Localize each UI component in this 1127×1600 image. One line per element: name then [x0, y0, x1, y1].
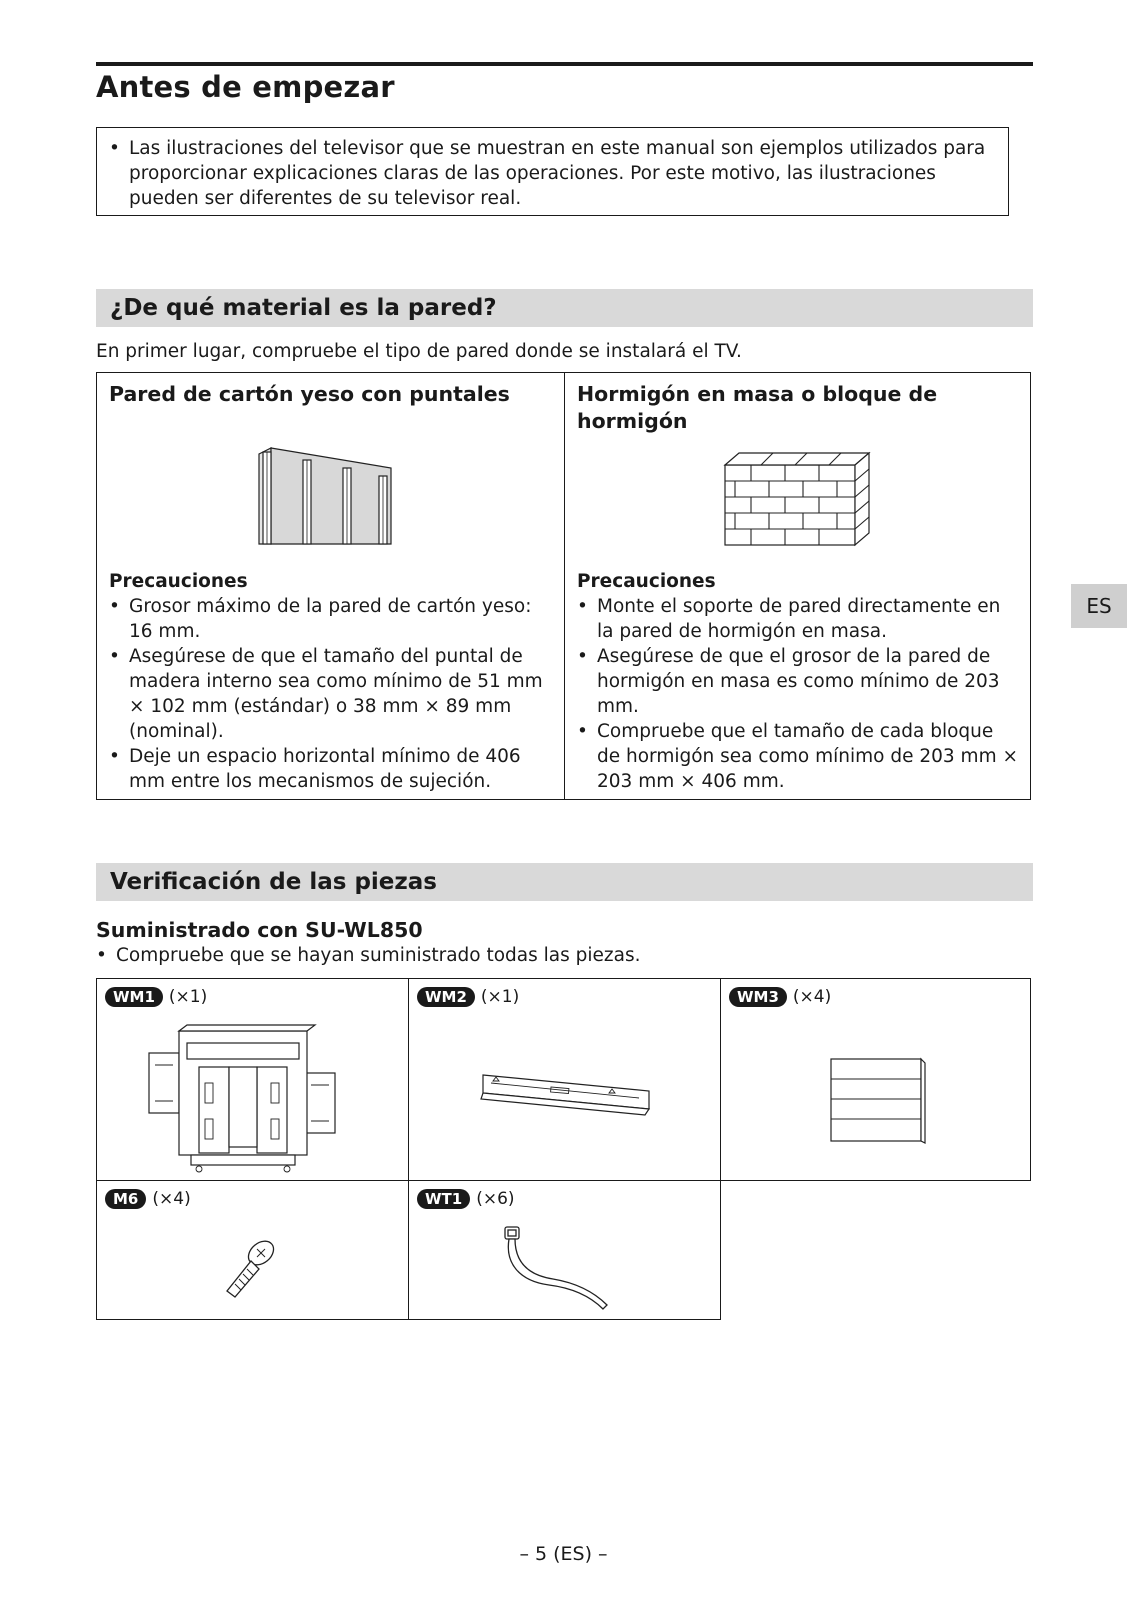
section-heading-parts: Verificación de las piezas: [96, 863, 1033, 901]
spacer-plate-icon: [829, 1055, 929, 1145]
wall-bracket-icon: [147, 1023, 337, 1173]
page-number: – 5 (ES) –: [519, 1543, 608, 1565]
language-tab: ES: [1071, 584, 1127, 628]
wall-intro: En primer lugar, compruebe el tipo de pared donde se instalará el TV.: [96, 341, 742, 362]
part-quantity: (×6): [476, 1189, 515, 1209]
part-code-badge: WM3: [729, 987, 787, 1007]
precaution-item: • Compruebe que el tamaño de cada bloque de hormigón sea como mínimo de 203 mm × 203 mm × 406 mm.: [597, 719, 1022, 794]
precaution-item: • Grosor máximo de la pared de cartón yeso: 16 mm.: [129, 594, 556, 644]
part-code-badge: WT1: [417, 1189, 470, 1209]
note-box: [96, 127, 1009, 216]
precaution-item: • Monte el soporte de pared directamente en la pared de hormigón en masa.: [597, 594, 1022, 644]
title-rule: [96, 62, 1033, 66]
part-wm2: [408, 978, 721, 1181]
part-code-badge: WM2: [417, 987, 475, 1007]
part-wm3: [720, 978, 1031, 1181]
concrete-block-icon: [723, 447, 873, 547]
precautions-title: Precauciones: [577, 571, 716, 592]
note-text: • Las ilustraciones del televisor que se muestran en este manual son ejemplos utilizados para proporcionar explicaciones claras de las operaciones. Por este motivo, las ilustraciones pueden ser diferentes de su televisor real.: [129, 136, 996, 211]
part-wt1: [408, 1180, 721, 1320]
precautions-concrete: [577, 569, 1022, 794]
precautions-drywall: [109, 569, 556, 794]
mounting-bar-icon: [479, 1069, 659, 1129]
part-quantity: (×4): [792, 987, 832, 1007]
parts-bullet: • Compruebe que se hayan suministrado todas las piezas.: [116, 945, 640, 966]
wall-type-table: [96, 372, 1031, 800]
part-code-badge: WM1: [105, 987, 163, 1007]
wall-type-concrete: [564, 373, 1030, 799]
drywall-studs-icon: [257, 446, 397, 546]
precautions-title: Precauciones: [109, 571, 248, 592]
parts-subheading: Suministrado con SU-WL850: [96, 918, 423, 942]
wall-type-title: Hormigón en masa o bloque de hormigón: [577, 382, 938, 433]
precaution-item: • Deje un espacio horizontal mínimo de 406 mm entre los mecanismos de sujeción.: [129, 744, 556, 794]
part-wm1: [96, 978, 409, 1181]
wall-type-drywall: [97, 373, 564, 799]
part-quantity: (×4): [152, 1189, 191, 1209]
page-title: Antes de empezar: [96, 70, 395, 104]
section-heading-wall: ¿De qué material es la pared?: [96, 289, 1033, 327]
part-m6: [96, 1180, 409, 1320]
precaution-item: • Asegúrese de que el grosor de la pared de hormigón en masa es como mínimo de 203 mm.: [597, 644, 1022, 719]
part-quantity: (×1): [168, 987, 208, 1007]
precaution-item: • Asegúrese de que el tamaño del puntal de madera interno sea como mínimo de 51 mm × 102 mm (estándar) o 38 mm × 89 mm (nominal).: [129, 644, 556, 744]
screw-icon: [221, 1237, 281, 1307]
cable-tie-icon: [499, 1223, 619, 1313]
part-code-badge: M6: [105, 1189, 146, 1209]
wall-type-title: Pared de cartón yeso con puntales: [109, 382, 510, 406]
part-quantity: (×1): [480, 987, 520, 1007]
